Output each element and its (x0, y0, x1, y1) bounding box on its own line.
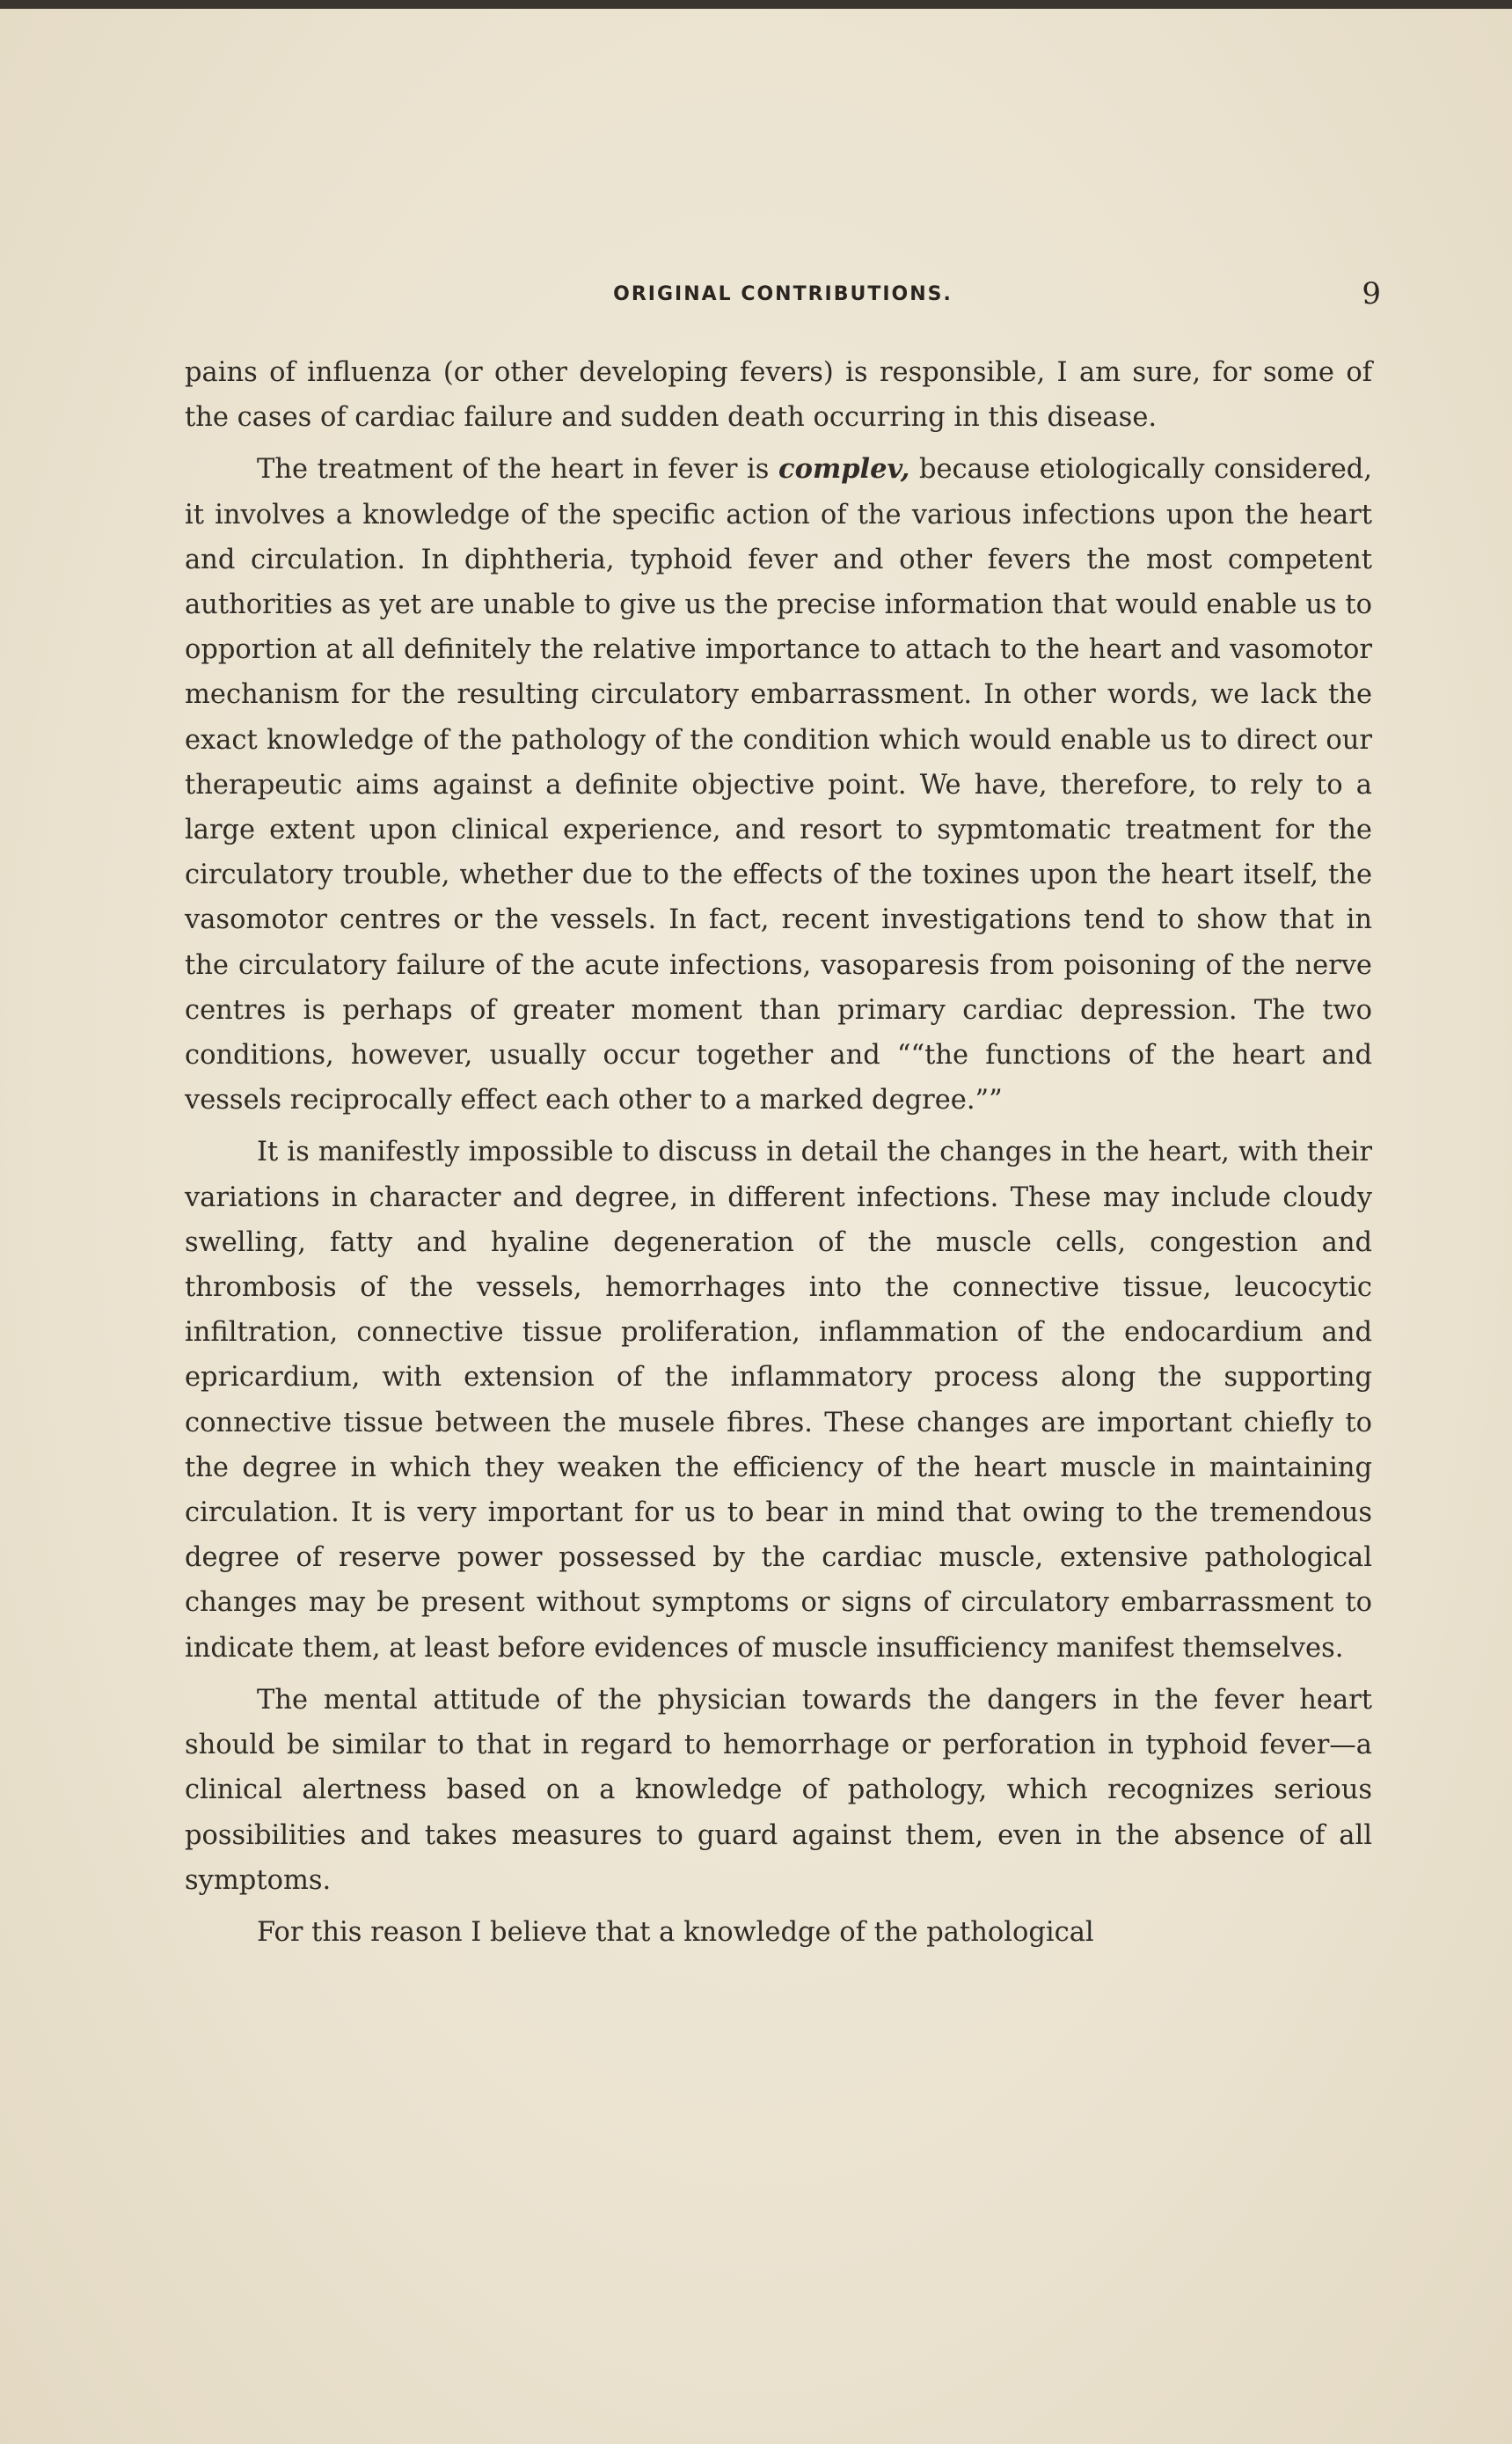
paragraph-3: It is manifestly impossible to discuss in detail the changes in the heart, with their variations in character and degree, in different infections. These may include cloudy swelling, fatty and hyaline degeneration of the muscle cells, congestion and thrombosis of the vessels, hemorrhages into the connective tissue, leucocytic infiltration, connective tissue proliferation, inflammation of the endocardium and epricardium, with extension of the inflammatory process along the supporting connective tissue between the musele fibres. These changes are important chiefly to the degree in which they weaken the efficiency of the heart muscle in maintaining circulation. It is very important for us to bear in mind that owing to the tremendous degree of reserve power possessed by the cardiac muscle, extensive pathological changes may be present without symptoms or signs of circulatory embarrassment to indicate them, at least before evidences of muscle insufficiency manifest themselves. (185, 1137, 1372, 1664)
paragraph-2-after: because etiologically considered, it involves a knowledge of the specific action of the various infections upon the heart and circulation. In diphtheria, typhoid fever and other fevers the most competent authorities as yet are unable to give us the precise information that would enable us to opportion at all definitely the relative importance to attach to the heart and vasomotor mechanism for the resulting circulatory embarrassment. In other words, we lack the exact knowledge of the pathology of the condition which would enable us to direct our therapeutic aims against a definite objective point. We have, therefore, to rely to a large extent upon clinical experience, and resort to sypmtomatic treatment for the circulatory trouble, whether due to the effects of the toxines upon the heart itself, the vasomotor centres or the vessels. In fact, recent investigations tend to show that in the circulatory failure of the acute infections, vasoparesis from poisoning of the nerve centres is perhaps of greater moment than primary cardiac depression. The two conditions, however, usually occur together and ““the functions of the heart and vessels reciprocally effect each other to a marked degree.”” (185, 454, 1372, 1116)
article-body (185, 350, 1372, 1962)
running-head (185, 276, 1381, 315)
page-top-edge (0, 0, 1512, 9)
paragraph-1: pains of influenza (or other developing fevers) is responsible, I am sure, for some of the cases of cardiac failure and sudden death occurring in this disease. (185, 357, 1372, 434)
paragraph-5: For this reason I believe that a knowledge of the pathological (257, 1916, 1094, 1948)
paragraph-2-emphasis: complev, (778, 453, 910, 486)
paragraph-4: The mental attitude of the physician towards the dangers in the fever heart should be similar to that in regard to hemorrhage or perforation in typhoid fever—a clinical alertness based on a knowledge of pathology, which recognizes serious possibilities and takes measures to guard against them, even in the absence of all symptoms. (185, 1684, 1372, 1896)
running-title: ORIGINAL CONTRIBUTIONS. (613, 283, 953, 305)
page-number: 9 (1362, 276, 1381, 311)
paragraph-2-before: The treatment of the heart in fever is (257, 454, 779, 486)
paragraph-2 (185, 447, 1372, 1123)
